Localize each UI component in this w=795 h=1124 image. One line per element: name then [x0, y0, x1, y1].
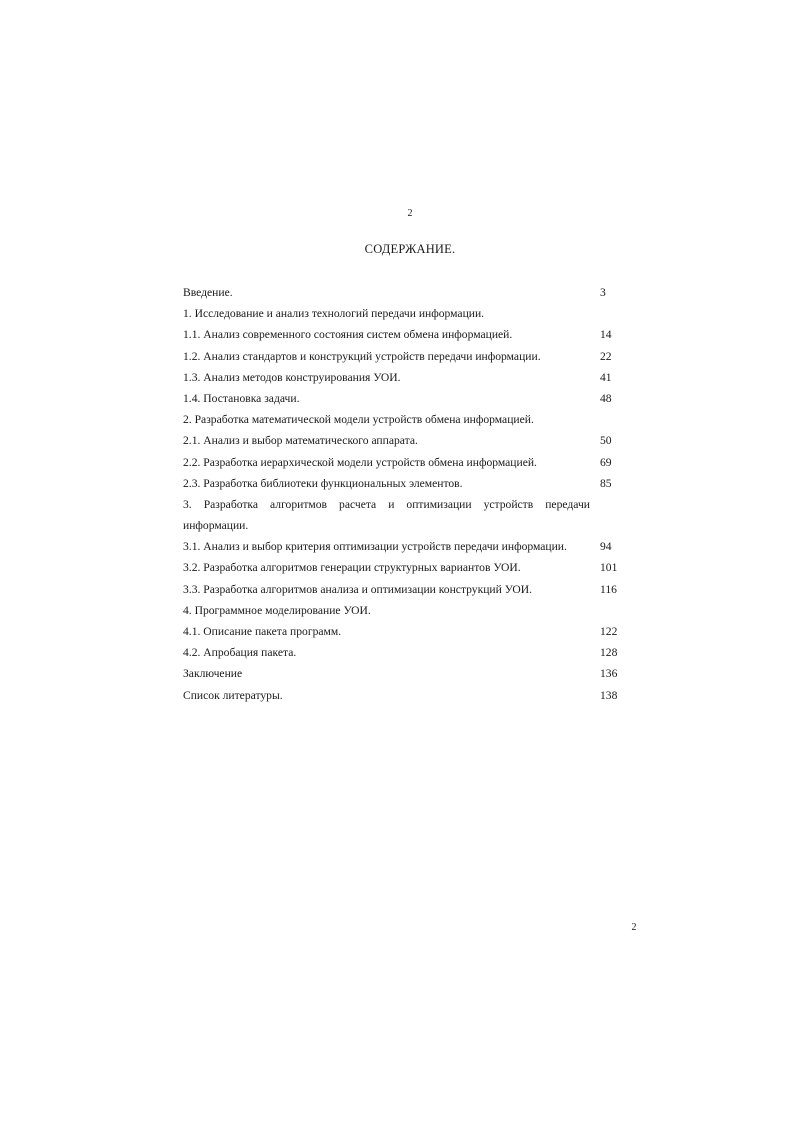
toc-entry-page: 48 [600, 391, 612, 405]
toc-entry-page: 3 [600, 286, 606, 299]
toc-entry-page: 85 [600, 476, 612, 490]
toc-entry-1-2 [183, 346, 623, 367]
toc-entry-page: 122 [600, 625, 618, 639]
toc-entry-title: 4. Программное моделирование УОИ. [183, 603, 371, 617]
toc-entry-3-2 [183, 557, 623, 578]
toc-entry-1-3 [183, 367, 623, 388]
toc-entry-chapter-3 [183, 494, 623, 536]
toc-entry-title: 1.4. Постановка задачи. [183, 391, 300, 405]
toc-entry-title: Список литературы. [183, 688, 283, 702]
toc-entry-chapter-4 [183, 600, 623, 621]
toc-entry-title: 3.1. Анализ и выбор критерия оптимизации устройств передачи информации. [183, 540, 567, 554]
page-number-bottom: 2 [631, 922, 637, 933]
toc-entry-page: 14 [600, 328, 612, 342]
toc-entry-page: 136 [600, 667, 618, 681]
toc-entry-conclusion [183, 663, 623, 684]
toc-entry-2-1 [183, 430, 623, 451]
toc-entry-2-2 [183, 452, 623, 473]
toc-entry-2-3 [183, 473, 623, 494]
toc-entry-page: 50 [600, 434, 612, 448]
toc-entry-page: 94 [600, 540, 612, 554]
toc-entry-title: 2.2. Разработка иерархической модели устройств обмена информацией. [183, 455, 537, 469]
toc-entry-chapter-1 [183, 303, 623, 324]
toc-entry-page: 138 [600, 688, 618, 702]
toc-entry-3-3 [183, 579, 623, 600]
toc-entry-page: 69 [600, 455, 612, 469]
page-number-top: 2 [407, 208, 413, 219]
toc-entry-title: 2. Разработка математической модели устройств обмена информацией. [183, 413, 534, 427]
table-of-contents [183, 282, 623, 706]
toc-entry-page: 116 [600, 582, 617, 596]
toc-entry-title: 1. Исследование и анализ технологий передачи информации. [183, 307, 485, 321]
toc-entry-bibliography [183, 685, 623, 706]
toc-entry-title: 3.3. Разработка алгоритмов анализа и оптимизации конструкций УОИ. [183, 582, 533, 596]
toc-entry-title: Введение. [183, 286, 233, 299]
toc-entry-4-2 [183, 642, 623, 663]
toc-entry-title: 3.2. Разработка алгоритмов генерации структурных вариантов УОИ. [183, 561, 521, 575]
toc-entry-title: 1.1. Анализ современного состояния систем обмена информацией. [183, 328, 513, 342]
toc-entry-title: 1.3. Анализ методов конструирования УОИ. [183, 370, 401, 384]
toc-entry-4-1 [183, 621, 623, 642]
toc-entry-title: 3. Разработка алгоритмов расчета и оптимизации устройств передачи информации. [183, 497, 590, 533]
toc-entry-1-4 [183, 388, 623, 409]
toc-entry-1-1 [183, 324, 623, 345]
toc-entry-page: 128 [600, 646, 618, 660]
toc-entry-title: 1.2. Анализ стандартов и конструкций устройств передачи информации. [183, 349, 541, 363]
toc-entry-page: 41 [600, 370, 612, 384]
toc-entry-title: 4.1. Описание пакета программ. [183, 625, 342, 639]
toc-entry-chapter-2 [183, 409, 623, 430]
toc-entry-introduction [183, 282, 623, 303]
toc-entry-title: 4.2. Апробация пакета. [183, 646, 297, 660]
toc-entry-page: 101 [600, 561, 618, 575]
toc-heading: СОДЕРЖАНИЕ. [364, 242, 456, 256]
toc-entry-page: 22 [600, 349, 612, 363]
toc-entry-title: 2.1. Анализ и выбор математического аппарата. [183, 434, 418, 448]
toc-entry-title: Заключение [183, 667, 243, 681]
toc-entry-title: 2.3. Разработка библиотеки функциональных элементов. [183, 476, 463, 490]
toc-entry-3-1 [183, 536, 623, 557]
